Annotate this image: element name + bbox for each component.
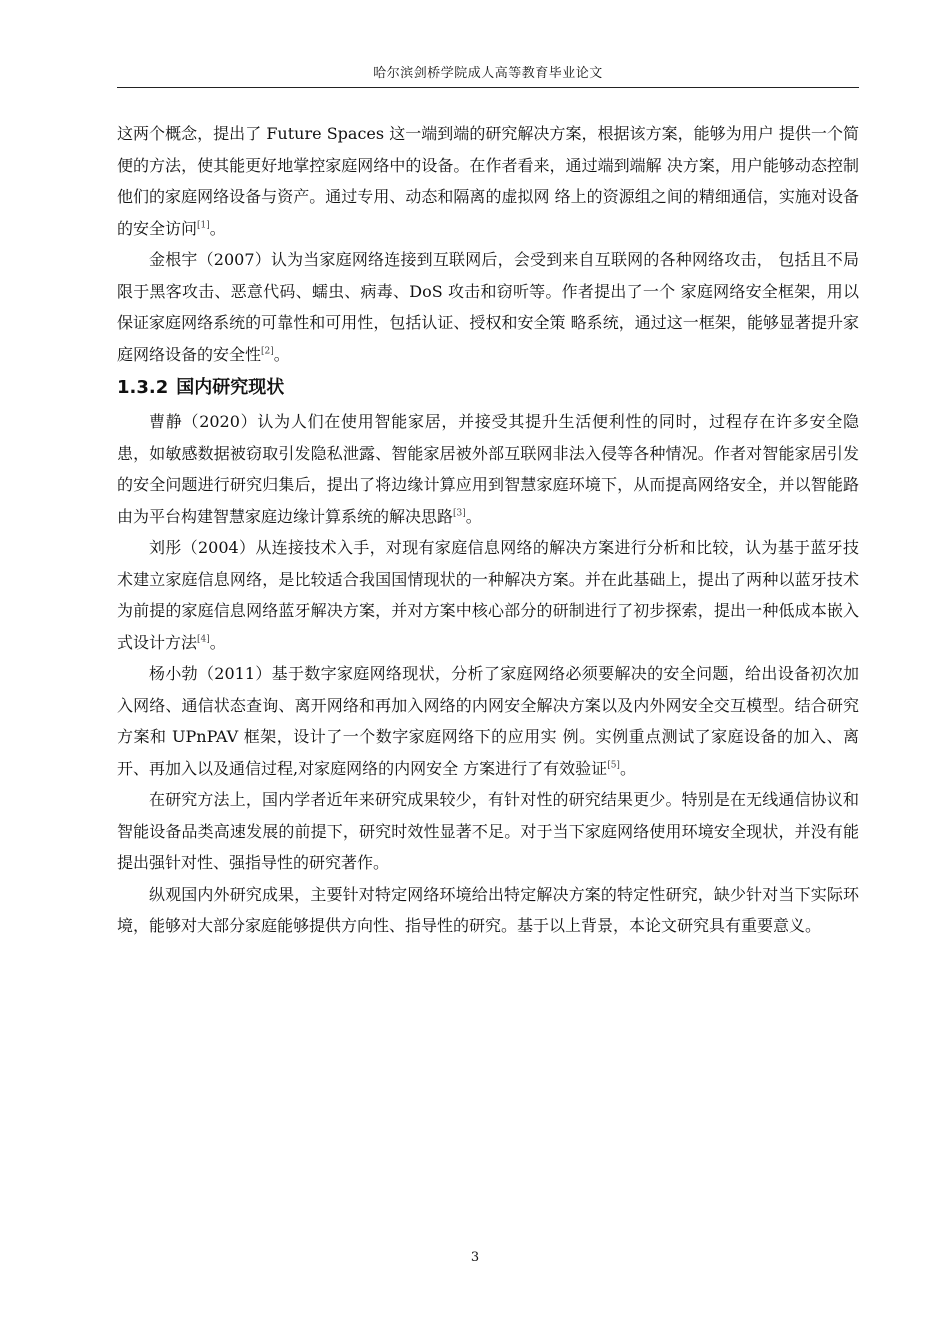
citation-marker: [3]: [453, 508, 466, 519]
page-number: 3: [470, 1250, 480, 1265]
section-title: 国内研究现状: [176, 377, 285, 398]
paragraph: [117, 658, 859, 784]
citation-marker: [5]: [607, 760, 620, 771]
paragraph-text: 杨小勃（2011）基于数字家庭网络现状，分析了家庭网络必须要解决的安全问题，给出设备初次加入网络、通信状态查询、离开网络和再加入网络的内网安全解决方案以及内外网安全交互模型。结合研究方案和 UPnPAV 框架，设计了一个数字家庭网络下的应用实 例。实例重点测试了家庭设备的加入、离开、再加入以及通信过程,对家庭网络的内网安全 方案进行了有效验证: [117, 664, 859, 778]
paragraph-text: 纵观国内外研究成果，主要针对特定网络环境给出特定解决方案的特定性研究，缺少针对当下实际环境，能够对大部分家庭能够提供方向性、指导性的研究。基于以上背景，本论文研究具有重要意义。: [117, 884, 859, 935]
paragraph-end: 。: [465, 506, 482, 526]
paragraph-end: 。: [619, 758, 636, 778]
paragraph-end: 。: [209, 632, 226, 652]
paragraph-text: 金根宇（2007）认为当家庭网络连接到互联网后，会受到来自互联网的各种网络攻击， 包括且不局限于黑客攻击、恶意代码、蠕虫、病毒、DoS 攻击和窃听等。作者提出了一个 家庭网络安全框架，用以保证家庭网络系统的可靠性和可用性，包括认证、授权和安全策 略系统，通过这一框架，能够显著提升家庭网络设备的安全性: [117, 250, 859, 364]
citation-marker: [2]: [261, 346, 274, 357]
paragraph: [117, 244, 859, 370]
paragraph-end: 。: [273, 344, 290, 364]
paragraph: [117, 406, 859, 532]
paragraph-end: 。: [209, 218, 226, 238]
paragraph-text: 曹静（2020）认为人们在使用智能家居，并接受其提升生活便利性的同时，过程存在许多安全隐患，如敏感数据被窃取引发隐私泄露、智能家居被外部互联网非法入侵等各种情况。作者对智能家居引发的安全问题进行研究归集后，提出了将边缘计算应用到智慧家庭环境下，从而提高网络安全，并以智能路由为平台构建智慧家庭边缘计算系统的解决思路: [117, 412, 859, 526]
section-number: 1.3.2: [117, 377, 169, 398]
page-header: [117, 62, 859, 88]
header-title: 哈尔滨剑桥学院成人高等教育毕业论文: [373, 66, 603, 81]
section-heading: [117, 370, 859, 406]
paragraph: [117, 879, 859, 942]
paragraph-text: 这两个概念，提出了 Future Spaces 这一端到端的研究解决方案，根据该方案，能够为用户 提供一个简便的方法，使其能更好地掌控家庭网络中的设备。在作者看来，通过端到端解 决方案，用户能够动态控制他们的家庭网络设备与资产。通过专用、动态和隔离的虚拟网 络上的资源组之间的精细通信，实施对设备的安全访问: [117, 124, 859, 238]
paragraph-text: 刘彤（2004）从连接技术入手，对现有家庭信息网络的解决方案进行分析和比较，认为基于蓝牙技术建立家庭信息网络，是比较适合我国国情现状的一种解决方案。并在此基础上，提出了两种以蓝牙技术为前提的家庭信息网络蓝牙解决方案，并对方案中核心部分的研制进行了初步探索，提出一种低成本嵌入式设计方法: [117, 538, 859, 652]
document-body: [117, 118, 859, 942]
paragraph-text: 在研究方法上，国内学者近年来研究成果较少，有针对性的研究结果更少。特别是在无线通信协议和智能设备品类高速发展的前提下，研究时效性显著不足。对于当下家庭网络使用环境安全现状，并没有能提出强针对性、强指导性的研究著作。: [117, 790, 859, 872]
citation-marker: [4]: [197, 634, 210, 645]
paragraph: [117, 784, 859, 879]
paragraph: [117, 118, 859, 244]
paragraph: [117, 532, 859, 658]
citation-marker: [1]: [197, 220, 210, 231]
